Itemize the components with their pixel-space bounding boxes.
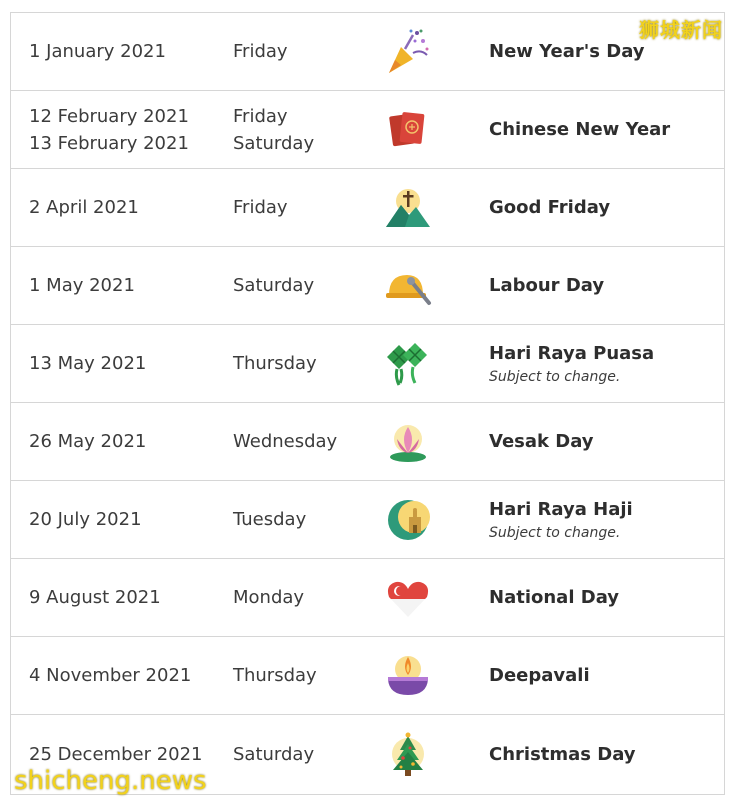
holiday-name-cell	[489, 91, 719, 168]
weekday-text: Friday	[233, 197, 288, 218]
holiday-name-cell	[489, 559, 719, 636]
date-text: 26 May 2021	[29, 431, 147, 452]
singapore-heart-flag-icon	[373, 559, 443, 636]
date-text: 20 July 2021	[29, 509, 142, 530]
weekday-text: Tuesday	[233, 509, 307, 530]
weekday-cell	[233, 481, 373, 558]
holiday-name: New Year's Day	[489, 40, 645, 62]
holiday-name-cell	[489, 715, 719, 794]
lotus-icon	[373, 403, 443, 480]
weekday-cell	[233, 169, 373, 246]
date-text: 1 May 2021	[29, 275, 135, 296]
holiday-name: Labour Day	[489, 274, 605, 296]
table-row	[11, 637, 724, 715]
date-cell	[29, 169, 229, 246]
holiday-name-cell	[489, 325, 719, 402]
weekday-cell	[233, 559, 373, 636]
date-text: 12 February 2021	[29, 105, 189, 127]
table-row	[11, 91, 724, 169]
weekday-cell	[233, 637, 373, 714]
date-text: 13 May 2021	[29, 353, 147, 374]
date-cell	[29, 403, 229, 480]
weekday-text: Thursday	[233, 665, 317, 686]
date-text: 9 August 2021	[29, 587, 161, 608]
holiday-name: Vesak Day	[489, 430, 594, 452]
holiday-name: Hari Raya Puasa	[489, 342, 655, 364]
date-text: 2 April 2021	[29, 197, 139, 218]
date-cell	[29, 247, 229, 324]
holiday-name: Hari Raya Haji	[489, 498, 633, 520]
date-text: 13 February 2021	[29, 132, 189, 154]
table-row	[11, 325, 724, 403]
date-cell	[29, 481, 229, 558]
date-text: 1 January 2021	[29, 41, 166, 62]
weekday-cell	[233, 325, 373, 402]
holiday-name-cell	[489, 403, 719, 480]
watermark-site: shicheng.news	[14, 766, 207, 796]
date-text: 25 December 2021	[29, 744, 203, 765]
table-row	[11, 13, 724, 91]
holiday-name: Deepavali	[489, 664, 590, 686]
weekday-text: Saturday	[233, 275, 315, 296]
mosque-crescent-icon	[373, 481, 443, 558]
table-row	[11, 169, 724, 247]
date-cell	[29, 325, 229, 402]
holiday-name-cell	[489, 637, 719, 714]
table-row	[11, 481, 724, 559]
hard-hat-wrench-icon	[373, 247, 443, 324]
red-packet-icon	[373, 91, 443, 168]
table-row	[11, 559, 724, 637]
holiday-note: Subject to change.	[489, 368, 621, 385]
weekday-text: Saturday	[233, 132, 315, 154]
date-cell	[29, 637, 229, 714]
table-row	[11, 403, 724, 481]
weekday-text: Monday	[233, 587, 305, 608]
holiday-name: Christmas Day	[489, 743, 636, 765]
holiday-name-cell	[489, 247, 719, 324]
weekday-text: Friday	[233, 105, 288, 127]
holiday-note: Subject to change.	[489, 524, 621, 541]
weekday-cell	[233, 247, 373, 324]
date-cell	[29, 91, 229, 168]
weekday-cell	[233, 91, 373, 168]
weekday-cell	[233, 715, 373, 794]
christmas-tree-icon	[373, 715, 443, 794]
holiday-table	[10, 12, 725, 795]
diya-lamp-icon	[373, 637, 443, 714]
date-cell	[29, 13, 229, 90]
weekday-text: Friday	[233, 41, 288, 62]
date-cell	[29, 559, 229, 636]
weekday-text: Saturday	[233, 744, 315, 765]
weekday-text: Wednesday	[233, 431, 338, 452]
holiday-name: National Day	[489, 586, 620, 608]
holiday-name: Good Friday	[489, 196, 611, 218]
holiday-name-cell	[489, 481, 719, 558]
holiday-name-cell	[489, 169, 719, 246]
weekday-cell	[233, 13, 373, 90]
weekday-cell	[233, 403, 373, 480]
cross-mountain-icon	[373, 169, 443, 246]
watermark-chinese: 狮城新闻	[639, 18, 723, 42]
party-popper-icon	[373, 13, 443, 90]
holiday-name: Chinese New Year	[489, 118, 671, 140]
ketupat-icon	[373, 325, 443, 402]
table-row	[11, 247, 724, 325]
date-text: 4 November 2021	[29, 665, 192, 686]
weekday-text: Thursday	[233, 353, 317, 374]
